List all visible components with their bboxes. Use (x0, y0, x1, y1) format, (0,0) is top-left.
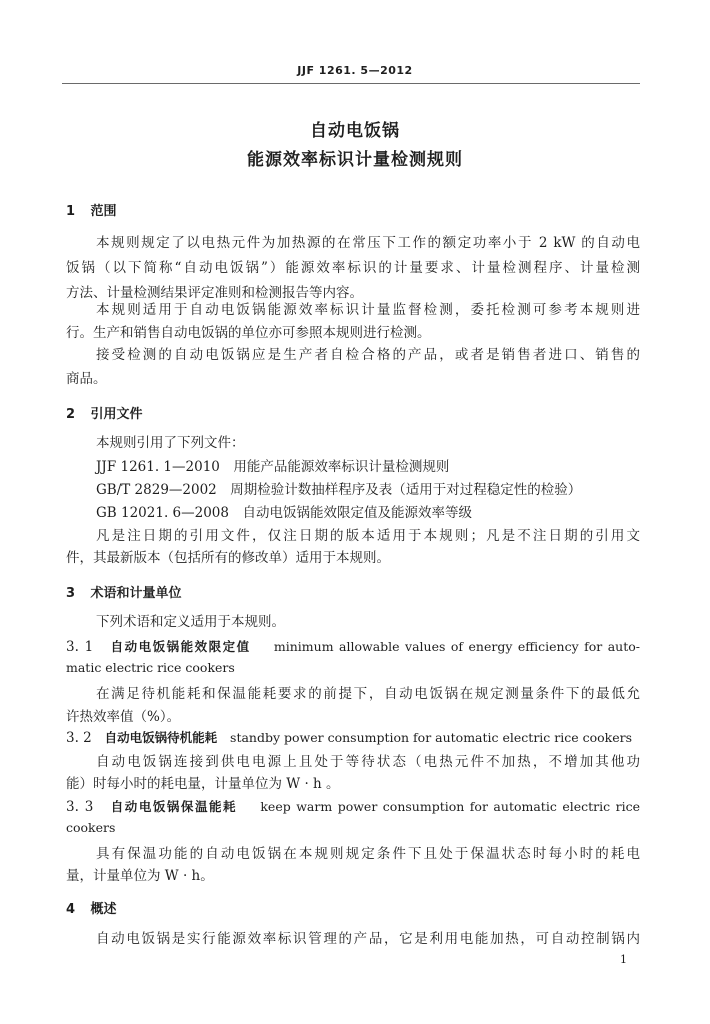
section-title: 概述 (90, 902, 117, 917)
reference-item: GB 12021. 6—2008 自动电饭锅能效限定值及能源效率等级 (96, 505, 472, 521)
term-english: keep warm power consumption for automatic electric rice (260, 799, 640, 814)
term-english-continued: cookers (66, 820, 116, 835)
section-title: 术语和计量单位 (90, 586, 182, 601)
term-entry-3-1 (66, 637, 640, 657)
document-title-line1: 自动电饭锅 (310, 121, 400, 141)
reference-item: JJF 1261. 1—2010 用能产品能源效率标识计量检测规则 (96, 459, 450, 475)
term-number: 3. 3 (66, 799, 94, 815)
term-chinese: 自动电饭锅保温能耗 (110, 799, 238, 814)
term-english-continued: matic electric rice cookers (66, 660, 235, 675)
term-definition: 能）时每小时的耗电量，计量单位为 W · h 。 (66, 776, 340, 792)
paragraph-line: 自动电饭锅是实行能源效率标识管理的产品，它是利用电能加热，可自动控制锅内 (96, 931, 640, 947)
paragraph-line: 方法、计量检测结果评定准则和检测报告等内容。 (66, 285, 363, 301)
reference-item: GB/T 2829—2002 周期检验计数抽样程序及表（适用于对过程稳定性的检验） (96, 482, 582, 498)
section-number: 4 (66, 902, 76, 917)
header-divider (62, 83, 640, 84)
term-chinese: 自动电饭锅待机能耗 (104, 730, 218, 745)
section-heading-terms (66, 582, 182, 601)
paragraph-line: 下列术语和定义适用于本规则。 (96, 614, 285, 630)
term-definition: 具有保温功能的自动电饭锅在本规则规定条件下且处于保温状态时每小时的耗电 (96, 846, 640, 862)
term-entry-3-2 (66, 728, 640, 748)
paragraph-line: 行。生产和销售自动电饭锅的单位亦可参照本规则进行检测。 (66, 325, 431, 341)
standard-code-header: JJF 1261. 5—2012 (297, 64, 413, 77)
term-chinese: 自动电饭锅能效限定值 (110, 639, 251, 654)
section-number: 1 (66, 204, 76, 219)
document-title-line2: 能源效率标识计量检测规则 (247, 150, 463, 170)
term-definition: 量，计量单位为 W · h。 (66, 868, 214, 884)
paragraph-line: 本规则引用了下列文件： (96, 435, 245, 451)
term-english: minimum allowable values of energy efficiency for auto- (273, 639, 641, 654)
section-number: 3 (66, 586, 76, 601)
section-heading-scope (66, 200, 117, 219)
term-number: 3. 1 (66, 639, 94, 655)
term-entry-3-3 (66, 797, 640, 817)
term-definition: 许热效率值（%）。 (66, 709, 181, 725)
section-heading-overview (66, 898, 117, 917)
paragraph-line: 接受检测的自动电饭锅应是生产者自检合格的产品，或者是销售者进口、销售的 (96, 347, 640, 363)
section-number: 2 (66, 407, 76, 422)
paragraph-line: 本规则规定了以电热元件为加热源的在常压下工作的额定功率小于 2 kW 的自动电 (96, 235, 640, 251)
term-definition: 在满足待机能耗和保温能耗要求的前提下，自动电饭锅在规定测量条件下的最低允 (96, 686, 640, 702)
paragraph-line: 件，其最新版本（包括所有的修改单）适用于本规则。 (66, 550, 390, 566)
term-number: 3. 2 (66, 730, 92, 746)
section-title: 引用文件 (90, 407, 143, 422)
page-number: 1 (620, 953, 627, 966)
section-heading-references (66, 403, 143, 422)
term-english: standby power consumption for automatic electric rice cookers (230, 730, 633, 745)
paragraph-line: 饭锅（以下简称“自动电饭锅”）能源效率标识的计量要求、计量检测程序、计量检测 (66, 260, 640, 276)
term-definition: 自动电饭锅连接到供电电源上且处于等待状态（电热元件不加热，不增加其他功 (96, 754, 640, 770)
paragraph-line: 凡是注日期的引用文件，仅注日期的版本适用于本规则；凡是不注日期的引用文 (96, 528, 640, 544)
section-title: 范围 (90, 204, 117, 219)
paragraph-line: 商品。 (66, 371, 107, 387)
paragraph-line: 本规则适用于自动电饭锅能源效率标识计量监督检测，委托检测可参考本规则进 (96, 302, 640, 318)
